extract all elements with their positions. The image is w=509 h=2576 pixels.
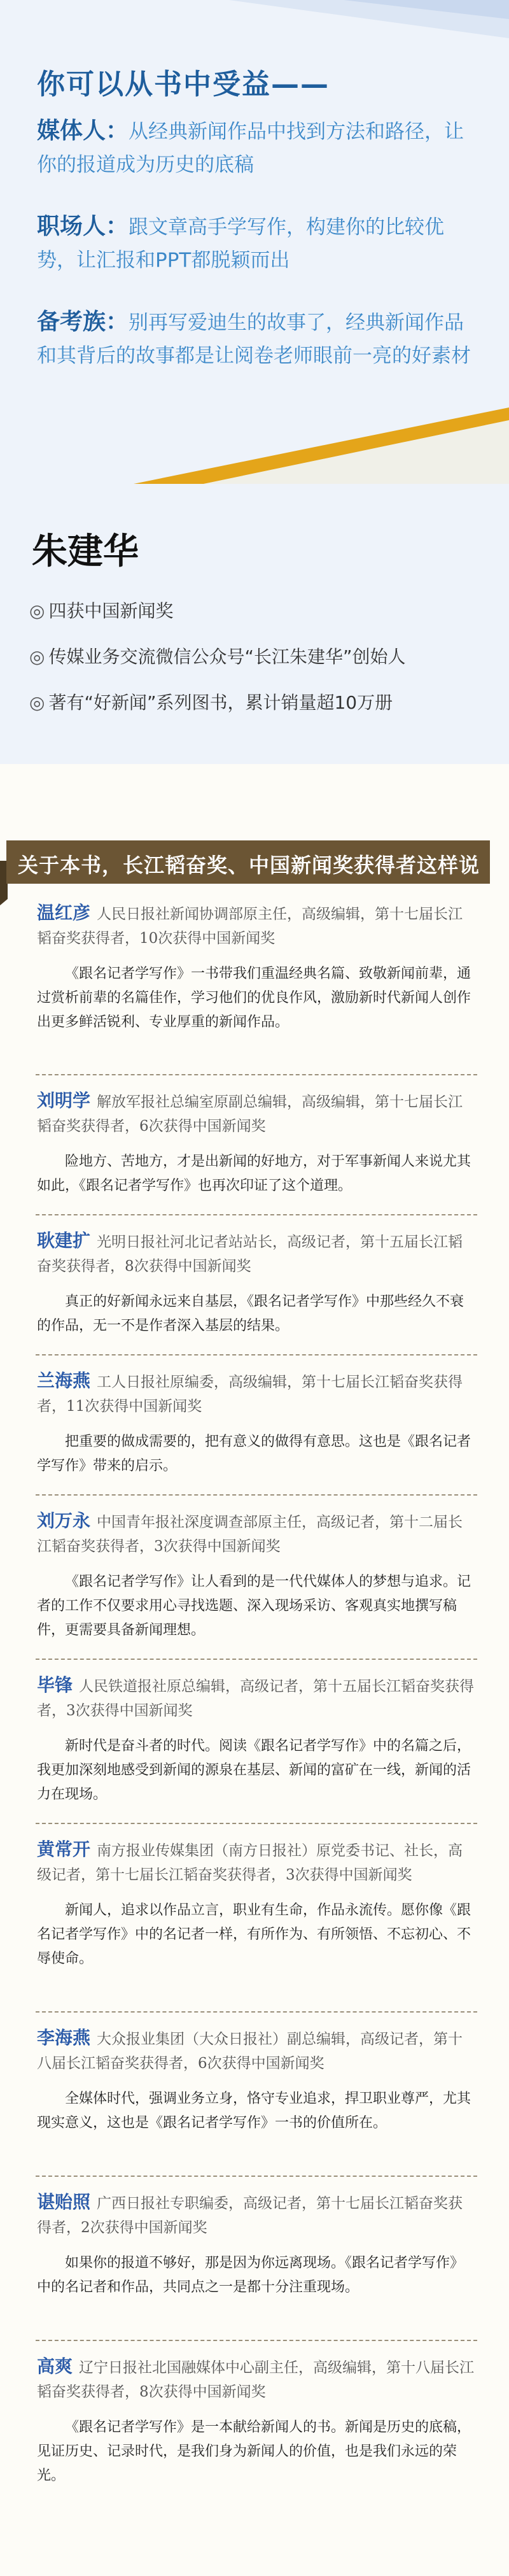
divider: [36, 1494, 477, 1496]
review-item: [37, 1089, 476, 1198]
benefits-title: 你可以从书中受益——: [37, 68, 330, 101]
reviews-section-title: 关于本书，长江韬奋奖、中国新闻奖获得者这样说: [18, 853, 480, 877]
divider: [36, 1659, 477, 1660]
divider: [36, 1354, 477, 1355]
reviewer-name: 黄常开: [37, 1839, 91, 1860]
reviewer-name: 毕锋: [37, 1674, 73, 1695]
divider: [36, 2176, 477, 2177]
benefit-text: 别再写爱迪生的故事了，经典新闻作品和其背后的故事都是让阅卷老师眼前一亮的好素材: [37, 311, 471, 367]
reviewer-title: 大众报业集团（大众日报社）副总编辑，高级记者，第十八届长江韬奋奖获得者，6次获得中国新闻奖: [37, 2031, 463, 2072]
divider: [36, 1074, 477, 1075]
benefit-label: 职场人：: [37, 213, 129, 239]
reviewer-name: 耿建扩: [37, 1230, 91, 1251]
benefit-item-exam: [37, 306, 476, 372]
review-quote: 全媒体时代，强调业务立身，恪守专业追求，捍卫职业尊严，尤其现实意义，这也是《跟名记者学写作》一书的价值所在。: [37, 2091, 471, 2131]
reviewer-name: 温红彦: [37, 902, 91, 923]
review-item: [37, 901, 476, 1035]
review-item: [37, 2190, 476, 2300]
benefit-label: 媒体人：: [37, 118, 129, 144]
review-item: [37, 1369, 476, 1478]
reviewer-name: 刘万永: [37, 1510, 91, 1531]
reviewer-title: 南方报业传媒集团（南方日报社）原党委书记、社长，高级记者，第十七届长江韬奋奖获得者，3次获得中国新闻奖: [37, 1843, 463, 1883]
divider: [36, 1823, 477, 1824]
reviewer-title: 广西日报社专职编委，高级记者，第十七届长江韬奋奖获得者，2次获得中国新闻奖: [37, 2195, 463, 2236]
author-credential: ◎ 著有“好新闻”系列图书，累计销量超10万册: [29, 692, 393, 713]
reviewer-title: 中国青年报社深度调查部原主任，高级记者，第十二届长江韬奋奖获得者，3次获得中国新闻奖: [37, 1514, 463, 1555]
reviewer-name: 谌贻照: [37, 2191, 91, 2212]
review-item: [37, 1837, 476, 1971]
reviewer-name: 兰海燕: [37, 1370, 91, 1391]
reviewer-title: 人民铁道报社原总编辑，高级记者，第十五届长江韬奋奖获得者，3次获得中国新闻奖: [37, 1678, 475, 1719]
review-quote: 新时代是奋斗者的时代。阅读《跟名记者学写作》中的名篇之后，我更加深刻地感受到新闻的源泉在基层、新闻的富矿在一线，新闻的活力在现场。: [37, 1738, 471, 1802]
reviewer-title: 辽宁日报社北国融媒体中心副主任，高级编辑，第十八届长江韬奋奖获得者，8次获得中国新闻奖: [37, 2360, 475, 2400]
reviewer-name: 高爽: [37, 2356, 73, 2377]
divider: [36, 2340, 477, 2341]
benefit-label: 备考族：: [37, 309, 129, 335]
divider: [36, 1214, 477, 1215]
reviewer-title: 解放军报社总编室原副总编辑，高级编辑，第十七届长江韬奋奖获得者，6次获得中国新闻奖: [37, 1094, 463, 1135]
benefit-text: 从经典新闻作品中找到方法和路径，让你的报道成为历史的底稿: [37, 120, 464, 176]
reviewer-title: 光明日报社河北记者站站长，高级记者，第十五届长江韬奋奖获得者，8次获得中国新闻奖: [37, 1234, 463, 1275]
benefit-text: 跟文章高手学写作，构建你的比较优势，让汇报和PPT都脱颖而出: [37, 216, 445, 272]
decorative-yellow-band: [0, 407, 509, 497]
divider: [36, 2011, 477, 2013]
benefit-item-media: [37, 115, 476, 181]
reviews-section: [0, 764, 509, 2576]
author-credential: ◎ 四获中国新闻奖: [29, 600, 174, 621]
review-item: [37, 2026, 476, 2135]
reviewer-title: 人民日报社新闻协调部原主任，高级编辑，第十七届长江韬奋奖获得者，10次获得中国新闻奖: [37, 906, 463, 947]
review-quote: 把重要的做成需要的，把有意义的做得有意思。这也是《跟名记者学写作》带来的启示。: [37, 1434, 471, 1474]
review-item: [37, 1229, 476, 1338]
review-item: [37, 1673, 476, 1807]
bullet-icon: ◎: [29, 692, 45, 713]
decorative-top-triangle: [0, 0, 509, 57]
review-item: [37, 2354, 476, 2488]
reviewer-name: 刘明学: [37, 1090, 91, 1111]
review-quote: 险地方、苦地方，才是出新闻的好地方，对于军事新闻人来说尤其如此，《跟名记者学写作》也再次印证了这个道理。: [37, 1154, 471, 1194]
bullet-icon: ◎: [29, 646, 45, 667]
reviewer-name: 李海燕: [37, 2027, 91, 2048]
bullet-icon: ◎: [29, 600, 45, 621]
review-quote: 如果你的报道不够好，那是因为你远离现场。《跟名记者学写作》中的名记者和作品，共同点之一是都十分注重现场。: [37, 2255, 464, 2295]
benefit-item-workplace: [37, 210, 476, 277]
review-quote: 《跟名记者学写作》是一本献给新闻人的书。新闻是历史的底稿，见证历史、记录时代，是我们身为新闻人的价值，也是我们永远的荣光。: [37, 2419, 471, 2484]
author-name: 朱建华: [32, 530, 139, 572]
review-quote: 真正的好新闻永远来自基层，《跟名记者学写作》中那些经久不衰的作品，无一不是作者深入基层的结果。: [37, 1294, 464, 1334]
reviewer-title: 工人日报社原编委，高级编辑，第十七届长江韬奋奖获得者，11次获得中国新闻奖: [37, 1374, 463, 1415]
review-item: [37, 1509, 476, 1643]
review-quote: 新闻人，追求以作品立言，职业有生命，作品永流传。愿你像《跟名记者学写作》中的名记者一样，有所作为、有所领悟、不忘初心、不辱使命。: [37, 1902, 471, 1967]
review-quote: 《跟名记者学写作》一书带我们重温经典名篇、致敬新闻前辈，通过赏析前辈的名篇佳作，学习他们的优良作风，激励新时代新闻人创作出更多鲜活锐利、专业厚重的新闻作品。: [37, 966, 471, 1030]
review-quote: 《跟名记者学写作》让人看到的是一代代媒体人的梦想与追求。记者的工作不仅要求用心寻找选题、深入现场采访、客观真实地撰写稿件，更需要具备新闻理想。: [37, 1574, 471, 1638]
author-credential: ◎ 传媒业务交流微信公众号“长江朱建华”创始人: [29, 646, 406, 667]
